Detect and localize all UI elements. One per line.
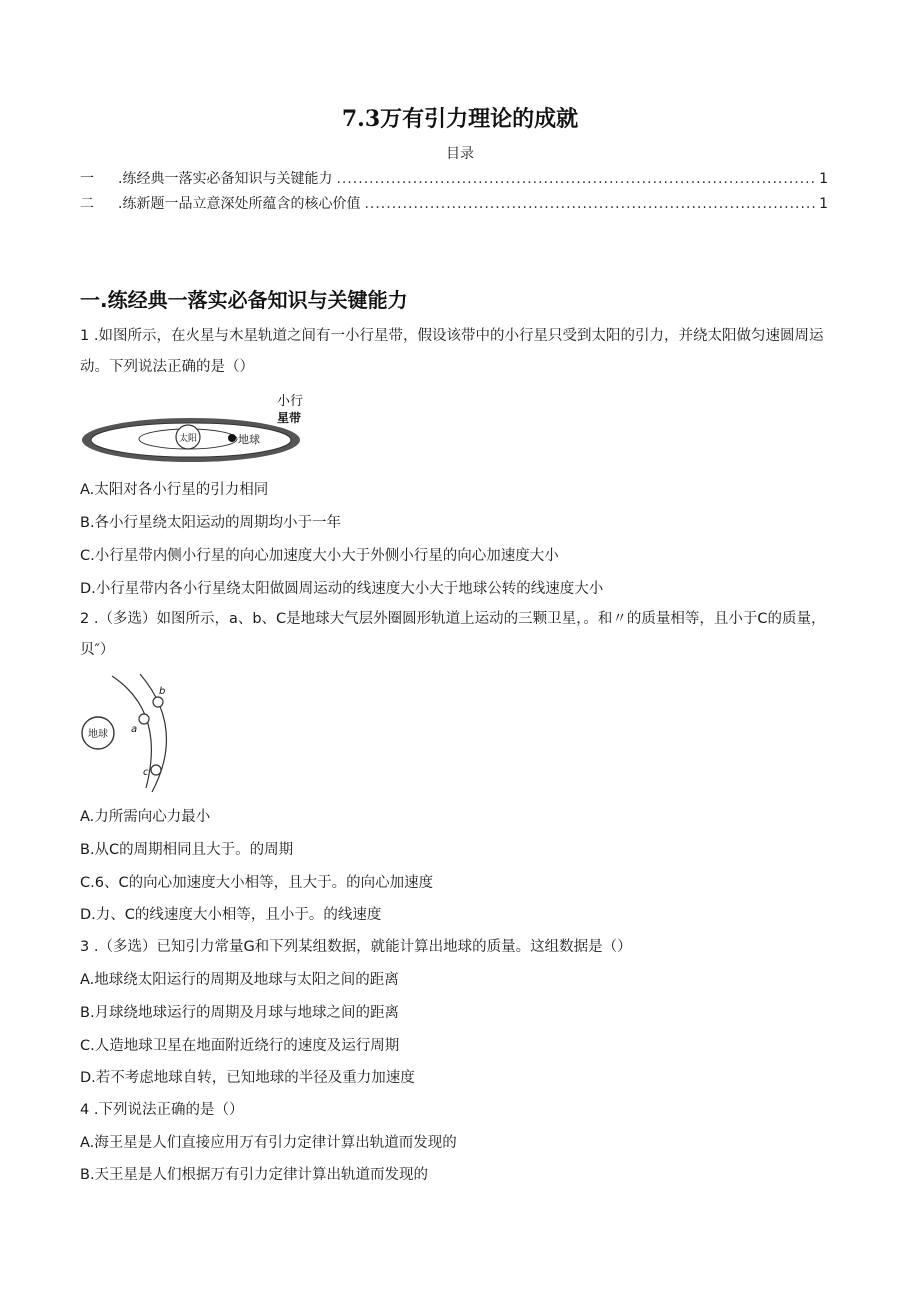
question-1-option-c: C.小行星带内侧小行星的向心加速度大小大于外侧小行星的向心加速度大小: [80, 548, 559, 564]
toc-leader-dots: [364, 196, 815, 212]
belt-label-line2: 星带: [277, 411, 302, 425]
question-4-option-b: B.天王星是人们根据万有引力定律计算出轨道而发现的: [80, 1167, 429, 1183]
section-heading: 一.练经典一落实必备知识与关键能力: [80, 288, 408, 312]
question-1-stem: 1 .如图所示，在火星与木星轨道之间有一小行星带，假设该带中的小行星只受到太阳的引力，并绕太阳做匀速圆周运动。下列说法正确的是（）: [80, 328, 824, 375]
question-3-option-c: C.人造地球卫星在地面附近绕行的速度及运行周期: [80, 1038, 400, 1054]
satellite-b-icon: [153, 697, 163, 707]
satellite-c-icon: [151, 765, 161, 775]
toc-entry-page: 1: [819, 171, 828, 187]
earth-label: 地球: [238, 433, 260, 446]
question-2-option-d: D.力、C的线速度大小相等，且小于。的线速度: [80, 907, 382, 923]
question-1-option-a: A.太阳对各小行星的引力相同: [80, 482, 269, 498]
question-3-stem: 3 .（多选）已知引力常量G和下列某组数据，就能计算出地球的质量。这组数据是（）: [80, 939, 632, 955]
asteroid-belt-figure: [80, 392, 310, 464]
toc-entry-text: .练经典一落实必备知识与关键能力: [118, 171, 333, 187]
satellite-a-label: a: [131, 724, 138, 735]
earth-label: 地球: [88, 729, 108, 740]
question-3-option-b: B.月球绕地球运行的周期及月球与地球之间的距离: [80, 1005, 400, 1021]
question-4-option-a: A.海王星是人们直接应用万有引力定律计算出轨道而发现的: [80, 1135, 457, 1151]
question-2-option-a: A.力所需向心力最小: [80, 809, 211, 825]
toc-entry-page: 1: [819, 196, 828, 212]
question-1-option-d: D.小行星带内各小行星绕太阳做圆周运动的线速度大小大于地球公转的线速度大小: [80, 581, 604, 597]
toc-entry-number: 二: [80, 196, 94, 212]
sun-label: 太阳: [178, 434, 198, 444]
toc-entry-number: 一: [80, 171, 94, 187]
question-2-stem: 2 .（多选）如图所示，a、b、C是地球大气层外圈圆形轨道上运动的三颗卫星，。和〃的质量相等，且小于C的质量，贝″）: [80, 611, 826, 658]
question-2-option-c: C.6、C的向心加速度大小相等，且大于。的向心加速度: [80, 875, 434, 891]
toc-entry-text: .练新题一品立意深处所蕴含的核心价值: [118, 196, 361, 212]
question-1-option-b: B.各小行星绕太阳运动的周期均小于一年: [80, 515, 342, 531]
toc-entry[interactable]: [80, 193, 828, 213]
question-3-option-d: D.若不考虑地球自转，已知地球的半径及重力加速度: [80, 1070, 415, 1086]
belt-label-line1: 小行: [277, 394, 304, 409]
satellite-orbits-figure: [78, 672, 188, 794]
earth-dot-icon: [228, 434, 236, 442]
page-title: 7.3万有引力理论的成就: [341, 106, 579, 132]
satellite-a-icon: [139, 714, 149, 724]
question-2-option-b: B.从C的周期相同且大于。的周期: [80, 842, 294, 858]
toc-leader-dots: [336, 171, 815, 187]
toc-entry[interactable]: [80, 168, 828, 188]
toc-heading: 目录: [446, 146, 474, 162]
question-4-stem: 4 .下列说法正确的是（）: [80, 1102, 244, 1118]
question-3-option-a: A.地球绕太阳运行的周期及地球与太阳之间的距离: [80, 972, 399, 988]
satellite-c-label: c: [143, 767, 149, 778]
satellite-b-label: b: [159, 686, 166, 697]
